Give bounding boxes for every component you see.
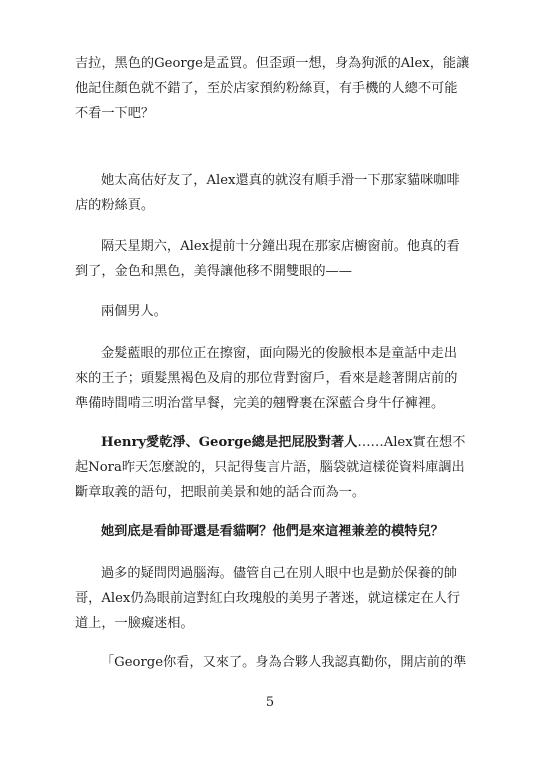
- text-line: 「George你看，又來了。身為合夥人我認真勸你，開店前的準: [101, 655, 467, 670]
- text-line: 哥，Alex仍為眼前這對紅白玫瑰般的美男子著迷，就這樣定在人行: [75, 591, 461, 606]
- text-line: [75, 430, 473, 455]
- paragraph-6: [75, 430, 473, 505]
- text-line: 金髮藍眼的那位正在擦窗，面向陽光的俊臉根本是童話中走出: [101, 346, 458, 361]
- text-line: 起Nora昨天怎麼說的，只記得隻言片語，腦袋就這樣從資料庫調出: [75, 460, 465, 475]
- text-line: 隔天星期六，Alex提前十分鐘出現在那家店櫥窗前。他真的看: [101, 239, 460, 254]
- text-line: 不看一下吧？: [75, 106, 155, 121]
- paragraph-7: [75, 519, 473, 544]
- page-number: 5: [265, 695, 275, 710]
- paragraph-1: [75, 51, 473, 126]
- text-line: 到了，金色和黑色，美得讓他移不開雙眼的——: [75, 264, 352, 279]
- text-line: 來的王子；頭髮黑褐色及肩的那位背對窗戶，看來是趁著開店前的: [75, 371, 458, 386]
- text-line: 他記住顏色就不錯了，至於店家預約粉絲頁，有手機的人總不可能: [75, 81, 458, 96]
- bold-lead-text: Henry愛乾淨、George總是把屁股對著人: [101, 435, 358, 450]
- text-line: 吉拉，黑色的George是孟買。但歪頭一想，身為狗派的Alex，能讓: [75, 56, 470, 71]
- text-line: 她太高估好友了，Alex還真的就沒有順手滑一下那家貓咪咖啡: [101, 173, 460, 188]
- paragraph-2: [75, 168, 473, 218]
- text-line: 兩個男人。: [101, 304, 167, 319]
- paragraph-5: [75, 341, 473, 416]
- paragraph-9: [75, 650, 473, 675]
- text-line: 準備時間啃三明治當早餐，完美的翹臀裹在深藍合身牛仔褲裡。: [75, 396, 445, 411]
- paragraph-3: [75, 234, 473, 284]
- text-line: 道上，一臉癡迷相。: [75, 616, 194, 631]
- text-line: 斷章取義的語句，把眼前美景和她的話合而為一。: [75, 485, 366, 500]
- text-line: 她到底是看帥哥還是看貓啊？他們是來這裡兼差的模特兒？: [101, 524, 444, 539]
- text-line: 過多的疑問閃過腦海。儘管自己在別人眼中也是勤於保養的帥: [101, 566, 458, 581]
- text-segment: ……Alex實在想不: [357, 435, 466, 450]
- paragraph-8: [75, 561, 473, 636]
- text-line: 店的粉絲頁。: [75, 198, 155, 213]
- paragraph-4: [75, 299, 473, 324]
